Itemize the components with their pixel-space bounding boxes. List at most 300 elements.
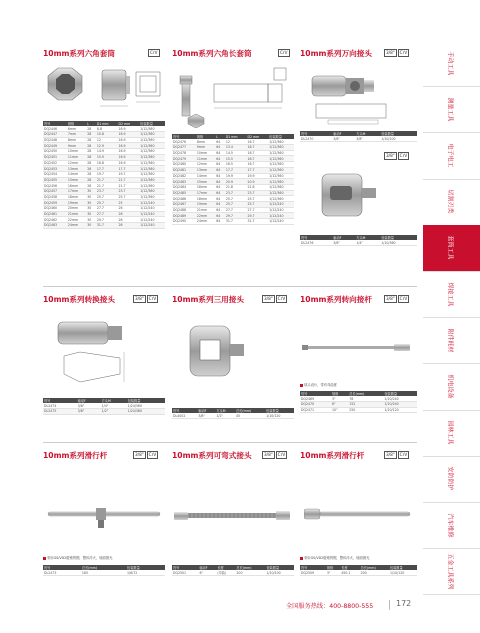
table-cell: 28 [86,166,96,172]
sidebar-category-item[interactable] [423,179,480,226]
table-cell: 28 [86,183,96,189]
table-cell: 27.7 [225,207,247,213]
table-cell: 25.7 [96,200,118,206]
table-cell: 6" [331,402,348,408]
table-cell: 12mm [67,160,86,166]
table-cell: 18mm [67,194,86,200]
table-cell: DQ2450 [43,149,67,155]
table-cell: 30 [86,223,96,229]
table-cell: 26 [117,206,139,212]
table-cell: DQ2483 [172,179,196,185]
section-title: 10mm系列六角套筒 [43,49,115,58]
table-cell: 14.9 [96,149,118,155]
table-cell: 16.7 [246,150,268,156]
table-cell: 1/12/240 [139,217,165,223]
sidebar-category-label: 安防防护 [446,466,454,491]
table-cell: 1/10/360 [380,240,417,245]
table-cell: 1/12/360 [139,194,165,200]
three-way-adapter-image [180,312,280,392]
table-cell: 17mm [196,190,215,196]
table-cell: 19mm [67,200,86,206]
table-cell: 17.7 [117,166,139,172]
table-cell: 14mm [67,171,86,177]
table-cell: 3" [326,570,340,575]
table-cell: 24mm [196,219,215,225]
table-cell: DQ2477 [172,145,196,151]
table-cell: 1/12/360 [139,171,165,177]
table-cell: 28 [86,132,96,138]
table-cell: 3/8" [355,136,380,141]
hex-socket-image [44,62,164,114]
table-cell: 64 [215,190,225,196]
table-cell: (弯曲) [216,570,235,576]
sidebar-category-label: 切割刃类 [446,189,454,214]
table-cell: 20.9 [225,179,247,185]
wobble-extension-image [302,340,414,356]
table-cell: 10mm [196,150,215,156]
table-cell: 30 [86,188,96,194]
table-cell: 165 [81,570,126,575]
hinge-handle-image [304,503,416,525]
sidebar-category-label: 套筒工具 [446,235,454,260]
sidebar-category-label: 焊接工具 [446,282,454,307]
table-cell: 10mm [67,149,86,155]
table-cell: 1/12/360 [139,154,165,160]
table-cell: 28 [86,160,96,166]
table-cell: 1/12/360 [139,137,165,143]
table-cell: DQ2476 [172,139,196,144]
sidebar-category-item[interactable] [423,363,480,410]
table-cell: 16.9 [117,137,139,143]
spec-table-universal-joint: 货号 驱动F 方头M 包装数量 DL2470 3/8" 3/8" 1/10/100 [300,131,417,142]
adapter-image [50,312,160,392]
table-cell: 22mm [67,217,86,223]
table-row [172,570,294,576]
table-cell: 19.9 [246,173,268,179]
table-cell: 1/4" [355,240,380,245]
table-cell: 31.7 [246,219,268,225]
spec-table-flexible-extension: 货号 驱动F 长度 总长(mm) 包装数量 DQ2501 6" (弯曲) 200 1/10/100 [172,565,294,576]
table-cell: 19.7 [117,171,139,177]
table-cell: 17.7 [225,167,247,173]
sidebar-category-label: 手动工具 [446,51,454,76]
table-cell: 16.9 [117,132,139,138]
table-cell: 25 [117,200,139,206]
spec-table-hinge-handle: 货号 规格 长度 总长(mm) 包装数量 DQ2509 3" 450-1 200 1/10/120 [300,565,417,576]
table-cell: 64 [215,196,225,202]
table-cell: 1/12/360 [139,149,165,155]
table-cell: 3" [331,396,348,401]
table-row [300,407,417,413]
table-cell: DQ2460 [43,206,67,212]
table-cell: DQ2484 [172,184,196,190]
section-title: 10mm系列三用接头 [172,295,244,304]
table-cell: 1/12/360 [139,166,165,172]
table-cell: DQ2509 [300,570,326,575]
table-cell: 16.7 [246,145,268,151]
spec-table-hex-socket: 货号 规格 L D1 mm D2 mm 包装数量 DQ2446 6mm 28 8.8 16.9 1/12/360 DQ2447 7mm 28 10.8 16.9 1/12/360 DQ2448 8mm 28 12 16.9 1/12/360 DQ2449 9mm 28 12.9 16.9 1/12/360 DQ2450 10mm 28 14.9 16.9 1/12/360 DQ2451 11mm 28 15.9 16.9 1/12/360 DQ2452 12mm 28 16.8 16.9 1/12/360 DQ2453 13mm 28 17.7 17.7 1/12/360 DQ2454 14mm 28 19.7 19.7 1/12/360 DQ2455 15mm 28 21.7 21.7 1/12/360 DQ2456 16mm 28 21.7 21.7 1/12/360 DQ2457 17mm 30 23.7 23.7 1/12/360 DQ2458 18mm 30 25.7 25.7 1/12/360 DQ2459 19mm 30 25.7 25 1/12/240 DQ2460 20mm 30 27.7 26 1/12/240 DQ2461 21mm 30 27.7 26 1/12/240 DQ2462 22mm 30 29.7 26 1/12/240 DQ2463 24mm 30 31.7 26 1/12/240 [43,121,165,229]
long-socket-image [174,62,294,128]
table-cell: 64 [215,162,225,168]
table-cell: DQ2449 [43,143,67,149]
table-cell: 1/12/240 [268,201,294,207]
table-cell: DQ2489 [172,213,196,219]
table-cell: DQ2447 [43,132,67,138]
table-cell: 12 [225,139,247,144]
table-cell: 1/10/240 [383,396,417,401]
table-cell: 6mm [67,126,86,131]
sidebar-category-item[interactable] [423,40,480,87]
sidebar-category-item[interactable] [423,271,480,318]
drive-badge: 3/8" CrV [386,153,408,158]
table-cell: 15.5 [225,156,247,162]
table-cell: 1/12/360 [268,190,294,196]
table-cell: DQ2486 [172,196,196,202]
table-cell: 64 [215,207,225,213]
table-cell: 12 [96,137,118,143]
table-cell: 14mm [196,173,215,179]
table-cell: 1/12/240 [268,213,294,219]
table-cell: 24mm [67,223,86,229]
table-cell: 1/12/240 [268,207,294,213]
table-cell: 25.7 [225,196,247,202]
table-cell: DQ2454 [43,171,67,177]
spec-table-sliding-t-bar: 货号 总长(mm) 包装数量 DL2473 165 1/6/72 [43,565,165,576]
table-cell: 12.9 [96,143,118,149]
sliding-t-bar-image [46,500,164,530]
table-row [43,409,165,415]
table-cell: 11mm [67,154,86,160]
table-cell: 25.7 [117,194,139,200]
table-cell: 30 [86,211,96,217]
table-row [300,136,417,141]
table-cell: 1/12/360 [268,150,294,156]
sidebar-category-label: 汽车维修 [446,513,454,538]
table-cell: DL2474 [43,403,77,408]
table-cell: DQ2455 [43,177,67,183]
universal-joint-image [306,64,406,128]
table-cell: 64 [215,213,225,219]
table-cell: DQ2452 [43,160,67,166]
table-cell: 1/12/360 [268,139,294,144]
table-cell: 1/24/360 [127,403,165,408]
table-cell: 1/10/100 [380,136,417,141]
table-cell: 12mm [196,162,215,168]
section-title: 10mm系列滑行杆 [43,451,108,460]
table-cell: 64 [215,156,225,162]
sidebar-category-item[interactable] [423,410,480,457]
table-cell: 10.8 [96,132,118,138]
table-cell: 45 [235,413,265,418]
table-cell: 8mm [196,139,215,144]
table-row [300,240,417,245]
table-cell: DL2475 [43,409,77,415]
table-cell: 15.9 [96,154,118,160]
table-cell: 16mm [67,183,86,189]
section-title: 10mm系列万向接头 [300,49,372,58]
table-cell: 1/10/120 [265,413,294,418]
sidebar-category-item[interactable] [423,225,480,272]
table-cell: 25.7 [246,201,268,207]
table-cell: 8.8 [96,126,118,131]
table-cell: DQ2451 [43,154,67,160]
table-cell: 76 [348,396,383,401]
table-cell: DQ2490 [172,219,196,225]
table-cell: 17.7 [96,166,118,172]
table-cell: 1/10/100 [265,570,294,576]
table-cell: 26 [117,217,139,223]
table-cell: 1/4" [101,403,127,408]
section-title: 10mm系列滑行杆 [300,451,365,460]
table-cell: 1/12/360 [268,167,294,173]
table-cell: 64 [215,184,225,190]
table-cell: 1/12/240 [139,206,165,212]
table-cell: DQ2448 [43,137,67,143]
table-cell: 1/12/360 [139,126,165,131]
table-cell: 21.7 [117,177,139,183]
table-cell: DQ2462 [43,217,67,223]
sidebar-category-item[interactable] [423,86,480,133]
table-cell: 16.9 [117,149,139,155]
table-cell: 1/12/360 [139,177,165,183]
drive-badge: 3/8" CrV [264,452,286,457]
section-title: 10mm系列六角长套筒 [172,49,252,58]
spec-table-adapter: 货号 驱动F 方头M 包装数量 DL2474 3/8" 1/4" 1/24/360 DL2475 3/8" 1/2" 1/24/360 [43,398,165,415]
divider [43,286,417,287]
table-cell: 23.7 [225,190,247,196]
service-hotline: 全国服务热线：400-8800-555 [286,603,374,610]
table-cell: DQ2487 [172,201,196,207]
table-cell: 1/12/360 [268,162,294,168]
drive-badge: 3/8" CrV [386,296,408,301]
table-cell: 29.7 [246,213,268,219]
table-cell: 1/12/360 [139,188,165,194]
table-cell: DQ2469 [300,396,331,401]
table-cell: 29.7 [96,217,118,223]
table-cell: DQ2461 [43,211,67,217]
section-title: 10mm系列可弯式接头 [172,451,252,460]
feature-note: 采用GS/VD2级铬钒钢，整体淬火，镜面抛光 [300,555,369,560]
table-cell: 25.7 [246,196,268,202]
table-cell: 25.7 [96,194,118,200]
table-cell: 250 [348,407,383,413]
feature-note: 采用GS/VD2级铬钒钢，整体淬火，镜面抛光 [43,555,112,560]
table-cell: 16.5 [225,162,247,168]
table-cell: DL4002 [172,413,197,418]
drive-badge: 3/8" CrV [264,296,286,301]
table-cell: DQ2471 [300,407,331,413]
table-cell: 450-1 [340,570,359,575]
spec-table-long-socket: 货号 规格 L D1 mm D2 mm 包装数量 DQ2476 8mm 64 12 16.7 1/12/360 DQ2477 9mm 64 13.4 16.7 1/12/360 DQ2478 10mm 64 14.5 16.7 1/12/360 DQ2479 11mm 64 15.5 16.7 1/12/360 DQ2480 12mm 64 16.5 16.7 1/12/360 DQ2481 13mm 64 17.7 17.7 1/12/360 DQ2482 14mm 64 19.9 19.9 1/12/360 DQ2483 15mm 64 20.9 20.9 1/12/360 DQ2484 16mm 64 21.8 21.8 1/12/360 DQ2485 17mm 64 23.7 23.7 1/12/360 DQ2486 18mm 64 25.7 25.7 1/12/360 DQ2487 19mm 64 25.7 25.7 1/12/240 DQ2488 21mm 64 27.7 27.7 1/12/240 DQ2489 22mm 64 29.7 29.7 1/12/240 DQ2490 24mm 64 31.7 31.7 1/12/240 [172,134,294,225]
table-cell: 19.7 [96,171,118,177]
table-cell: 21.8 [246,184,268,190]
sidebar-category-item[interactable] [423,132,480,179]
table-cell: 16.7 [246,156,268,162]
table-cell: DQ2458 [43,194,67,200]
table-cell: 1/12/240 [139,200,165,206]
table-row [172,413,294,418]
drive-badge: 3/8" CrV [386,452,408,457]
table-cell: 1/24/360 [127,409,165,415]
table-cell: DQ2482 [172,173,196,179]
table-cell: 26 [117,223,139,229]
table-cell: 21.7 [96,177,118,183]
table-cell: 64 [215,139,225,144]
table-cell: DQ2478 [172,150,196,156]
table-cell: DQ2470 [300,402,331,408]
table-cell: DL2470 [300,136,332,141]
category-sidebar [423,40,480,595]
table-cell: 29.7 [225,213,247,219]
table-cell: 1/12/360 [268,196,294,202]
table-cell: 23.7 [117,188,139,194]
table-cell: 16.7 [246,139,268,144]
table-cell: 16.8 [96,160,118,166]
table-cell: 16.9 [117,154,139,160]
table-cell: 23.7 [246,190,268,196]
table-cell: 15mm [196,179,215,185]
table-cell: 200 [235,570,265,576]
page-number: 172 [396,599,412,608]
table-cell: 28 [86,149,96,155]
table-cell: 19mm [196,201,215,207]
table-cell: 13mm [67,166,86,172]
table-cell: 6" [198,570,216,576]
table-cell: 1/2" [101,409,127,415]
crv-badge: CrV [280,50,288,55]
sidebar-category-label: 附件耗材 [446,328,454,353]
table-cell: 64 [215,167,225,173]
table-cell: 3/8" [332,136,355,141]
table-cell: 31.7 [225,219,247,225]
table-cell: 3/8" [332,240,355,245]
table-cell: 1/10/120 [389,570,417,575]
table-cell: 20mm [67,206,86,212]
table-cell: 21.7 [96,183,118,189]
table-cell: DL2476 [300,240,332,245]
feature-note: 球头设计，带有弯曲度 [300,382,337,387]
sidebar-category-item[interactable] [423,502,480,549]
table-cell: 20.9 [246,179,268,185]
table-cell: 64 [215,219,225,225]
table-cell: 1/12/360 [268,179,294,185]
table-cell: 7mm [67,132,86,138]
table-cell: 16mm [196,184,215,190]
table-cell: 17mm [67,188,86,194]
table-cell: 27.7 [246,207,268,213]
spec-table-universal-joint-adapter: 货号 驱动F 方头M 包装数量 DL2476 3/8" 1/4" 1/10/360 [300,235,417,246]
table-cell: DQ2459 [43,200,67,206]
table-cell: 16.9 [117,160,139,166]
table-cell: 16.9 [117,126,139,131]
table-cell: DL2473 [43,570,81,575]
table-cell: 13mm [196,167,215,173]
table-cell: 3/8" [77,409,101,415]
universal-joint-adapter-image [312,166,392,228]
table-cell: 1/10/240 [383,402,417,408]
table-cell: 18mm [196,196,215,202]
table-cell: 11mm [196,156,215,162]
sidebar-category-item[interactable] [423,456,480,503]
table-cell: 64 [215,173,225,179]
table-cell: 1/12/360 [139,160,165,166]
table-cell: 8mm [67,137,86,143]
table-cell: DQ2457 [43,188,67,194]
table-cell: 14.5 [225,150,247,156]
section-title: 10mm系列转向接杆 [300,295,372,304]
table-cell: 64 [215,201,225,207]
table-cell: 16.7 [246,162,268,168]
table-cell: 16.9 [117,143,139,149]
table-row [43,570,165,575]
table-cell: 200 [360,570,389,575]
table-row [172,219,294,225]
table-cell: 152 [348,402,383,408]
crv-badge: CrV [150,50,158,55]
table-cell: DQ2456 [43,183,67,189]
table-cell: 1/12/240 [139,211,165,217]
table-cell: DQ2480 [172,162,196,168]
table-cell: 25.7 [225,201,247,207]
table-cell: 15mm [67,177,86,183]
table-row [43,223,165,229]
table-cell: 1/12/360 [139,183,165,189]
table-cell: 30 [86,206,96,212]
sidebar-category-item[interactable] [423,317,480,364]
table-cell: DQ2485 [172,190,196,196]
sidebar-category-label: 机电设备 [446,374,454,399]
table-cell: 28 [86,126,96,131]
table-cell: 64 [215,150,225,156]
drive-badge: 3/8" CrV [386,50,408,55]
table-cell: 1/12/360 [268,145,294,151]
table-cell: 1/12/240 [268,219,294,225]
table-cell: 1/12/360 [268,156,294,162]
sidebar-category-label: 五金工具系列 [446,553,454,590]
table-cell: 3/8" [197,413,215,418]
table-cell: 1/12/240 [139,223,165,229]
table-cell: DQ2501 [172,570,198,576]
section-title: 10mm系列转换接头 [43,295,115,304]
table-cell: 31.7 [96,223,118,229]
table-cell: 21.8 [225,184,247,190]
flexible-extension-image [174,506,292,524]
table-cell: 28 [86,154,96,160]
table-cell: 1/6/72 [126,570,165,575]
table-cell: DQ2446 [43,126,67,131]
spec-table-three-way-adapter: 货号 驱动F 方头M 总长(mm) 包装数量 DL4002 3/8" 1/2" 45 1/10/120 [172,408,294,419]
table-cell: DQ2481 [172,167,196,173]
table-cell: 1/10/120 [383,407,417,413]
sidebar-category-item[interactable] [423,548,480,595]
table-cell: 10" [331,407,348,413]
sidebar-category-label: 电子电工 [446,143,454,168]
table-cell: 64 [215,145,225,151]
sidebar-category-label: 测量工具 [446,97,454,122]
table-cell: 26 [117,211,139,217]
table-cell: 1/12/360 [139,143,165,149]
table-cell: 21mm [67,211,86,217]
table-cell: 27.7 [96,211,118,217]
table-cell: 9mm [67,143,86,149]
table-cell: 30 [86,200,96,206]
table-cell: 27.7 [96,206,118,212]
table-cell: 19.9 [225,173,247,179]
table-cell: 30 [86,217,96,223]
table-cell: DQ2453 [43,166,67,172]
table-cell: 22mm [196,213,215,219]
table-cell: 13.4 [225,145,247,151]
